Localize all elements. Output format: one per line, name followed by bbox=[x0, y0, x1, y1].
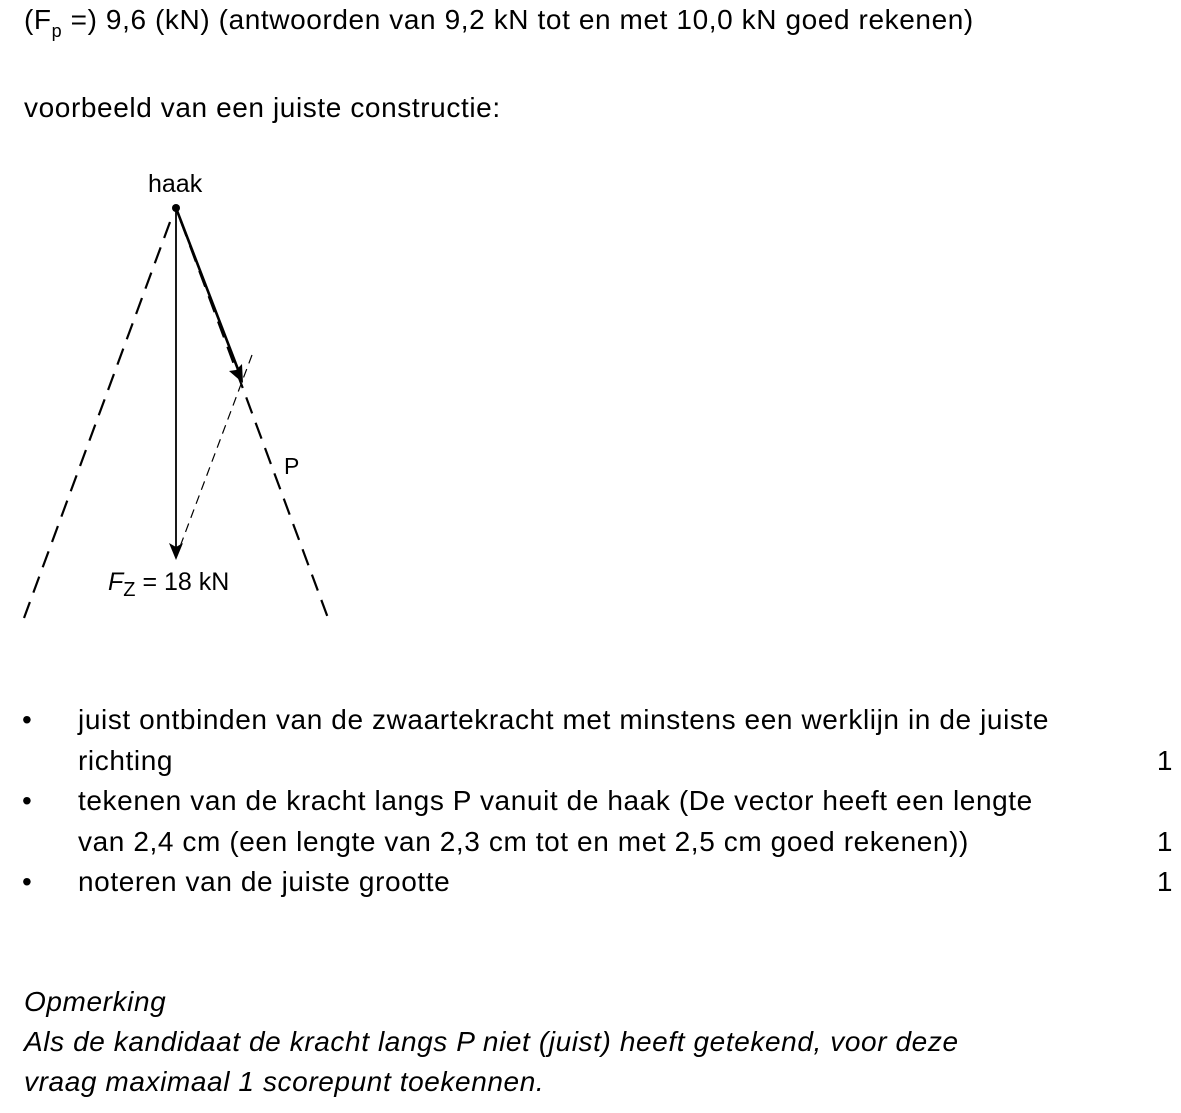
list-item bbox=[0, 781, 1181, 862]
score-value: 1 bbox=[1156, 744, 1173, 776]
gravity-value: = 18 kN bbox=[135, 568, 230, 596]
scoring-criteria-list bbox=[0, 700, 1181, 903]
remark-line-2: vraag maximaal 1 scorepunt toekennen. bbox=[24, 1066, 545, 1097]
list-item bbox=[0, 700, 1181, 781]
answer-subscript: p bbox=[51, 21, 63, 41]
hook-label: haak bbox=[148, 170, 203, 198]
criterion-text: juist ontbinden van de zwaartekracht met minstens een werklijn in de juiste richting bbox=[78, 704, 1050, 776]
list-item bbox=[0, 862, 1181, 903]
score-value: 1 bbox=[1156, 866, 1173, 897]
answer-prefix: (F bbox=[24, 4, 52, 35]
bullet: • bbox=[22, 866, 33, 897]
bullet: • bbox=[22, 785, 33, 816]
gravity-subscript: Z bbox=[123, 579, 136, 601]
left-rope-line bbox=[24, 222, 170, 618]
force-vector-P bbox=[176, 208, 239, 372]
gravity-label bbox=[108, 568, 229, 601]
answer-text: =) 9,6 (kN) (antwoorden van 9,2 kN tot en met 10,0 kN goed rekenen) bbox=[62, 4, 974, 35]
remark-block bbox=[24, 982, 1124, 1102]
score-value: 1 bbox=[1156, 825, 1173, 857]
bullet: • bbox=[22, 704, 33, 735]
answer-line bbox=[24, 0, 974, 40]
hook-point bbox=[172, 204, 180, 212]
remark-title: Opmerking bbox=[24, 986, 167, 1017]
remark-line-1: Als de kandidaat de kracht langs P niet (juist) heeft getekend, voor deze bbox=[24, 1026, 959, 1057]
P-label: P bbox=[284, 453, 300, 479]
construction-line bbox=[178, 355, 252, 552]
criterion-text: tekenen van de kracht langs P vanuit de haak (De vector heeft een lengte van 2,4 cm (een lengte van 2,3 cm tot en met 2,5 cm goed rekenen)) bbox=[78, 785, 1033, 857]
force-construction-diagram bbox=[0, 150, 380, 640]
example-heading: voorbeeld van een juiste constructie: bbox=[24, 92, 501, 123]
criterion-text: noteren van de juiste grootte bbox=[78, 866, 451, 897]
gravity-symbol: F bbox=[108, 568, 124, 596]
